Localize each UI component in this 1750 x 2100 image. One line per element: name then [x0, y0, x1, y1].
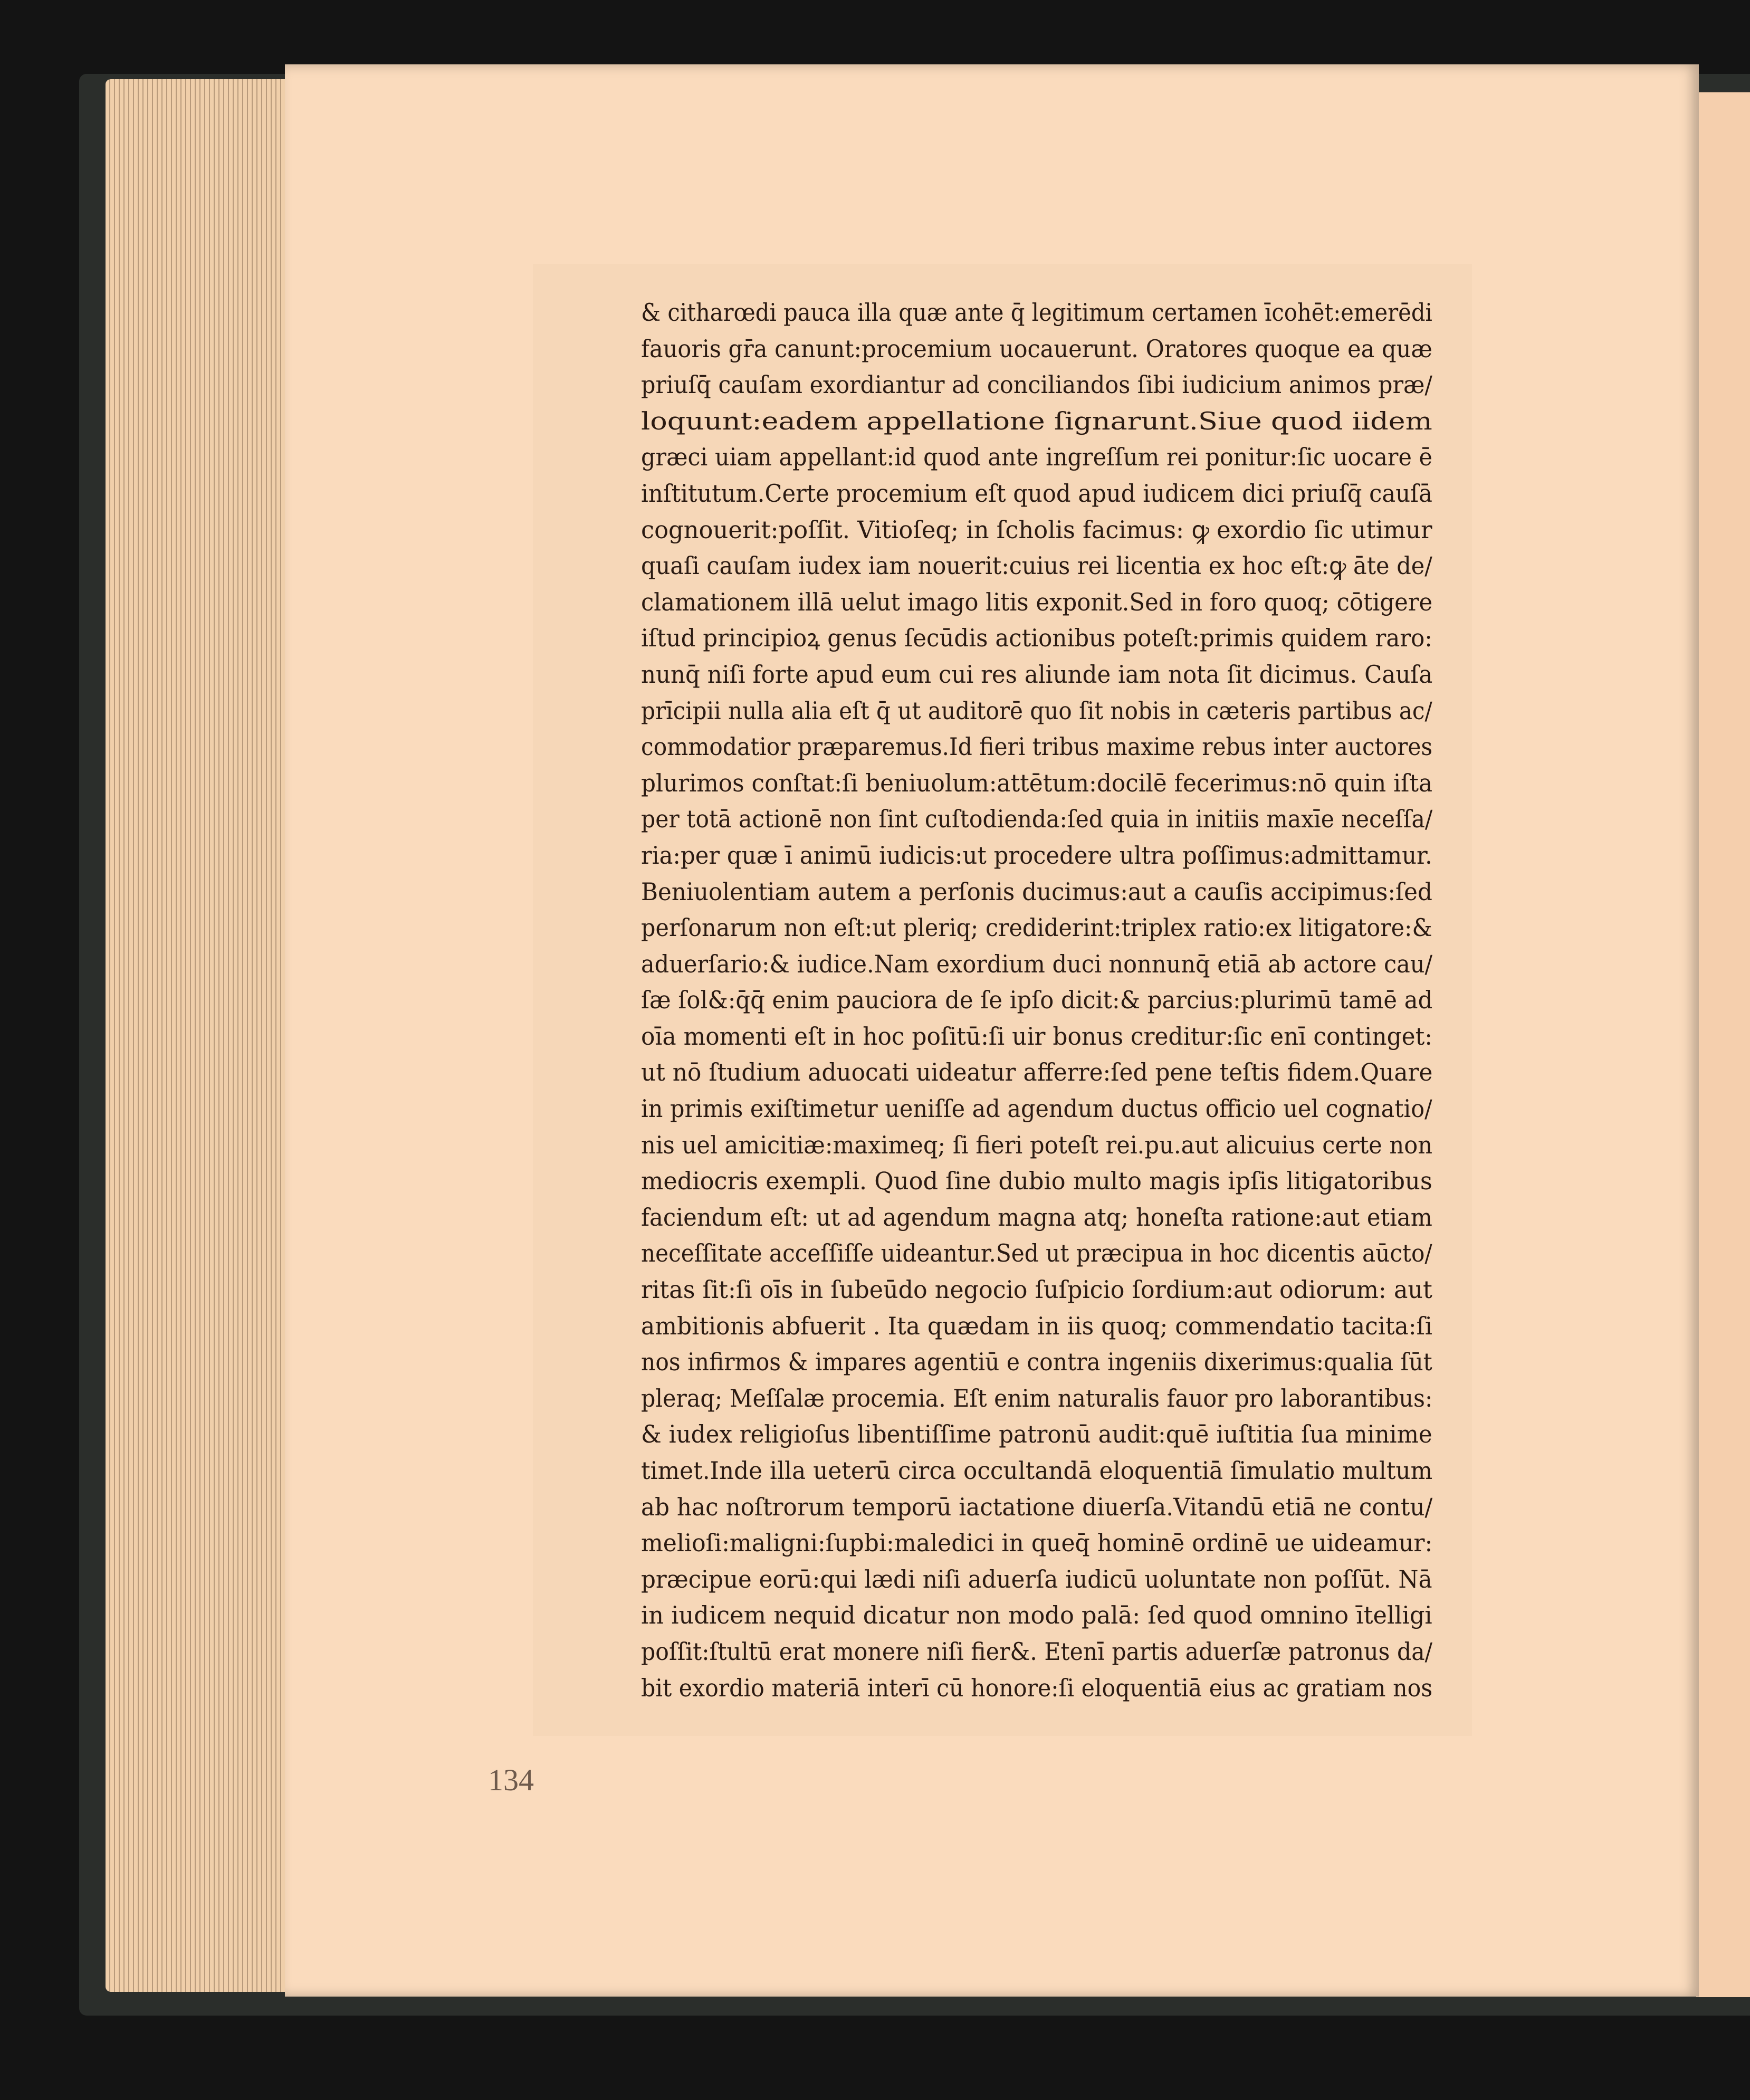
text-line: commodatior præparemus.Id fieri tribus maxime rebus inter auctores — [641, 732, 1433, 761]
text-line: nunq̄ niſi forte apud eum cui res aliunde iam nota ſit dicimus. Cauſa — [641, 660, 1433, 689]
text-line: ria:per quæ ī animū iudicis:ut procedere ultra poſſimus:admittamur. — [641, 841, 1432, 870]
text-line: mediocris exempli. Quod ſine dubio multo magis ipſis litigatoribus — [641, 1167, 1432, 1196]
text-line: Beniuolentiam autem a perſonis ducimus:aut a cauſis accipimus:ſed — [641, 877, 1432, 906]
text-line: nis uel amicitiæ:maximeq; ſi fieri poteſt rei.pu.aut alicuius certe non — [641, 1130, 1433, 1159]
text-line: quaſi cauſam iudex iam nouerit:cuius rei licentia ex hoc eſt:ꝙ āte de/ — [641, 551, 1432, 580]
text-line: pleraq; Meſſalæ procemia. Eſt enim naturalis fauor pro laborantibus: — [641, 1383, 1433, 1412]
body-text — [641, 294, 1432, 1706]
text-line: nos infirmos & impares agentiū e contra ingeniis dixerimus:qualia ſūt — [641, 1348, 1432, 1377]
facing-page-edge — [1696, 92, 1750, 1997]
text-line: priuſq̄ cauſam exordiantur ad conciliandos ſibi iudicium animos præ/ — [641, 370, 1432, 399]
text-line: ſæ ſol&:q̄q̄ enim pauciora de ſe ipſo dicit:& parcius:plurimū tamē ad — [641, 986, 1433, 1015]
text-line: per totā actionē non ſint cuſtodienda:ſed quia in initiis maxīe neceſſa/ — [641, 805, 1433, 834]
text-line: faciendum eſt: ut ad agendum magna atq; honeſta ratione:aut etiam — [641, 1202, 1432, 1232]
page-number: 134 — [488, 1763, 534, 1797]
text-line: ambitionis abfuerit . Ita quædam in iis quoq; commendatio tacita:ſi — [641, 1311, 1432, 1340]
text-line: & citharœdi pauca illa quæ ante q̄ legitimum certamen īcohēt:emerēdi — [641, 298, 1432, 327]
text-line: loquunt:eadem appellatione ſignarunt.Siue quod iidem — [641, 406, 1432, 435]
text-line: poſſit:ſtultū erat monere niſi fier&. Etenī partis aduerſæ patronus da/ — [641, 1637, 1433, 1666]
text-line: perſonarum non eſt:ut pleriq; crediderint:triplex ratio:ex litigatore:& — [641, 913, 1432, 942]
text-line: plurimos conſtat:ſi beniuolum:attētum:docilē fecerimus:nō quin iſta — [641, 768, 1433, 797]
text-line: ritas ſit:ſi oīs in ſubeūdo negocio ſuſpicio ſordium:aut odiorum: aut — [641, 1275, 1432, 1304]
text-line: fauoris gr̄a canunt:procemium uocauerunt. Oratores quoque ea quæ — [641, 334, 1432, 363]
text-line: præcipue eorū:qui lædi niſi aduerſa iudicū uoluntate non poſſūt. Nā — [641, 1564, 1432, 1593]
text-line: timet.Inde illa ueterū circa occultandā eloquentiā ſimulatio multum — [641, 1456, 1433, 1485]
text-line: melioſi:maligni:ſupbi:maledici in queq̄ hominē ordinē ue uideamur: — [641, 1529, 1433, 1558]
text-line: prīcipii nulla alia eſt q̄ ut auditorē quo ſit nobis in cæteris partibus ac/ — [641, 696, 1432, 725]
text-line: clamationem illā uelut imago litis exponit.Sed in foro quoq; cōtigere — [641, 587, 1433, 616]
text-line: inſtitutum.Certe procemium eſt quod apud iudicem dici priuſq̄ cauſā — [641, 479, 1432, 508]
text-line: cognouerit:poſſit. Vitioſeq; in ſcholis facimus: ꝙ exordio ſic utimur — [641, 515, 1432, 544]
text-line: neceſſitate acceſſiſſe uideantur.Sed ut præcipua in hoc dicentis aūcto/ — [641, 1239, 1432, 1268]
text-line: in iudicem nequid dicatur non modo palā: ſed quod omnino ītelligi — [641, 1601, 1432, 1630]
text-line: ut nō ſtudium aduocati uideatur afferre:ſed pene teſtis fidem.Quare — [641, 1058, 1433, 1087]
page-edges — [106, 79, 295, 1992]
text-line: & iudex religioſus libentiſſime patronū audit:quē iuſtitia ſua minime — [641, 1420, 1432, 1449]
text-line: aduerſario:& iudice.Nam exordium duci nonnunq̄ etiā ab actore cau/ — [641, 949, 1433, 978]
text-line: in primis exiſtimetur ueniſſe ad agendum ductus officio uel cognatio/ — [641, 1094, 1432, 1123]
text-line: iſtud principioꝝ genus ſecūdis actionibus poteſt:primis quidem raro: — [641, 624, 1432, 653]
text-line: græci uiam appellant:id quod ante ingreſſum rei ponitur:ſic uocare ē — [641, 443, 1432, 472]
text-line: bit exordio materiā interī cū honore:ſi eloquentiā eius ac gratiam nos — [641, 1673, 1433, 1702]
text-line: oīa momenti eſt in hoc poſitū:ſi uir bonus creditur:ſic enī continget: — [641, 1022, 1433, 1051]
text-line: ab hac noſtrorum temporū iactatione diuerſa.Vitandū etiā ne contu/ — [641, 1492, 1433, 1521]
